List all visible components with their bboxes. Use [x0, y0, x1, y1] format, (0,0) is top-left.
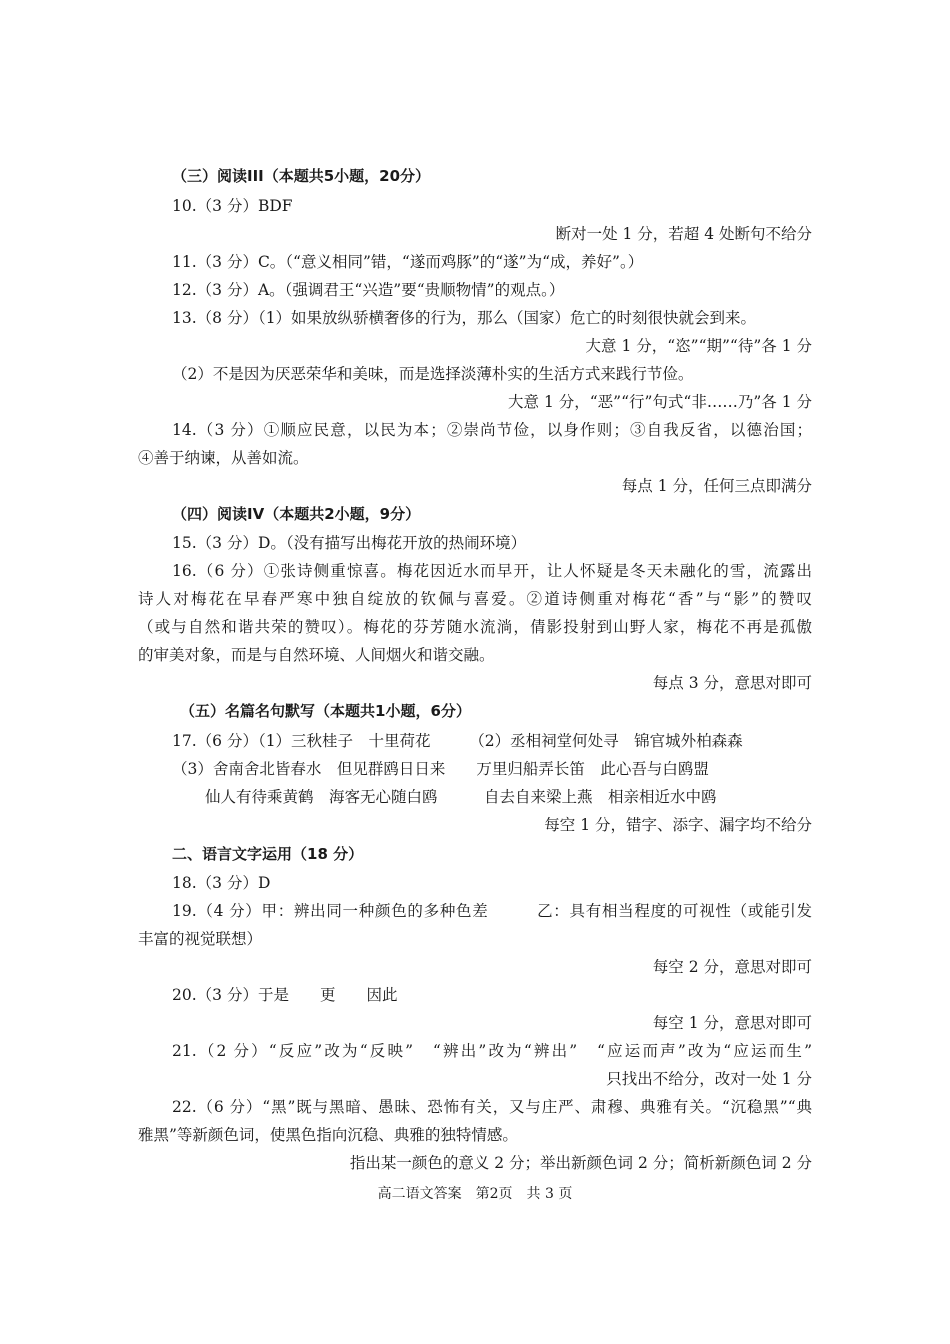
answer-q13-2: （2）不是因为厌恶荣华和美味，而是选择淡薄朴实的生活方式来践行节俭。: [172, 365, 694, 383]
answer-q16-line3: （或与自然和谐共荣的赞叹）。梅花的芬芳随水流淌，倩影投射到山野人家，梅花不再是孤傲: [138, 618, 812, 636]
answer-q16-line1: 16.（6 分）①张诗侧重惊喜。梅花因近水而早开，让人怀疑是冬天未融化的雪，流露出: [172, 562, 812, 580]
answer-q17-line2: （3）舍南舍北皆春水 但见群鸥日日来 万里归船弄长笛 此心吾与白鸥盟: [172, 760, 709, 778]
answer-q20: 20.（3 分）于是 更 因此: [172, 986, 398, 1004]
scoring-note-q21: 只找出不给分，改对一处 1 分: [606, 1070, 812, 1088]
answer-q15: 15.（3 分）D。（没有描写出梅花开放的热闹环境）: [172, 534, 527, 552]
scoring-note-q16: 每点 3 分，意思对即可: [652, 674, 812, 692]
scoring-note-q13-2: 大意 1 分，“恶”“行”句式“非……乃”各 1 分: [508, 393, 812, 411]
scoring-note-q17: 每空 1 分，错字、添字、漏字均不给分: [544, 816, 812, 834]
answer-q22-line2: 雅黑”等新颜色词，使黑色指向沉稳、典雅的独特情感。: [138, 1126, 518, 1144]
scoring-note-q14: 每点 1 分，任何三点即满分: [621, 477, 812, 495]
answer-q12: 12.（3 分）A。（强调君王“兴造”要“贵顺物情”的观点。）: [172, 281, 565, 299]
answer-q16-line2: 诗人对梅花在早春严寒中独自绽放的钦佩与喜爱。②道诗侧重对梅花“香”与“影”的赞叹: [138, 590, 812, 608]
section-3-heading: （三）阅读III（本题共5小题，20分）: [172, 167, 431, 185]
answer-q10: 10.（3 分）BDF: [172, 197, 293, 215]
answer-q22-line1: 22.（6 分）“黑”既与黑暗、愚昧、恐怖有关，又与庄严、肃穆、典雅有关。“沉稳黑”“典: [172, 1098, 812, 1116]
page-footer: 高二语文答案 第2页 共 3 页: [377, 1186, 573, 1202]
scoring-note-q20: 每空 1 分，意思对即可: [652, 1014, 812, 1032]
scoring-note-q22: 指出某一颜色的意义 2 分；举出新颜色词 2 分；简析新颜色词 2 分: [349, 1154, 812, 1172]
answer-q19-line2: 丰富的视觉联想）: [138, 930, 263, 948]
answer-q17-line1: 17.（6 分）（1）三秋桂子 十里荷花 （2）丞相祠堂何处寻 锦官城外柏森森: [172, 732, 743, 750]
answer-q14-line1: 14.（3 分）①顺应民意，以民为本；②崇尚节俭，以身作则；③自我反省，以德治国；: [172, 421, 812, 439]
answer-q17-line3: 仙人有待乘黄鹤 海客无心随白鸥 自去自来梁上燕 相亲相近水中鸥: [205, 788, 717, 806]
scoring-note-q10: 断对一处 1 分，若超 4 处断句不给分: [555, 225, 812, 243]
answer-q21: 21.（2 分）“反应”改为“反映” “辨出”改为“辨出” “应运而声”改为“应运而生”: [172, 1042, 812, 1060]
scoring-note-q13-1: 大意 1 分，“恣”“期”“待”各 1 分: [585, 337, 812, 355]
answer-q16-line4: 的审美对象，而是与自然环境、人间烟火和谐交融。: [138, 646, 495, 664]
scoring-note-q19: 每空 2 分，意思对即可: [652, 958, 812, 976]
answer-q19-line1: 19.（4 分）甲：辨出同一种颜色的多种色差 乙：具有相当程度的可视性（或能引发: [172, 902, 812, 920]
answer-q18: 18.（3 分）D: [172, 874, 271, 892]
answer-q11: 11.（3 分）C。（“意义相同”错，“遂而鸡豚”的“遂”为“成，养好”。）: [172, 253, 644, 271]
answer-q13-1: 13.（8 分）（1）如果放纵骄横奢侈的行为，那么（国家）危亡的时刻很快就会到来。: [172, 309, 757, 327]
section-5-heading: （五）名篇名句默写（本题共1小题，6分）: [180, 702, 471, 720]
part-2-heading: 二、语言文字运用（18 分）: [172, 845, 364, 863]
section-4-heading: （四）阅读IV（本题共2小题，9分）: [172, 505, 421, 523]
answer-q14-line2: ④善于纳谏，从善如流。: [138, 449, 309, 467]
